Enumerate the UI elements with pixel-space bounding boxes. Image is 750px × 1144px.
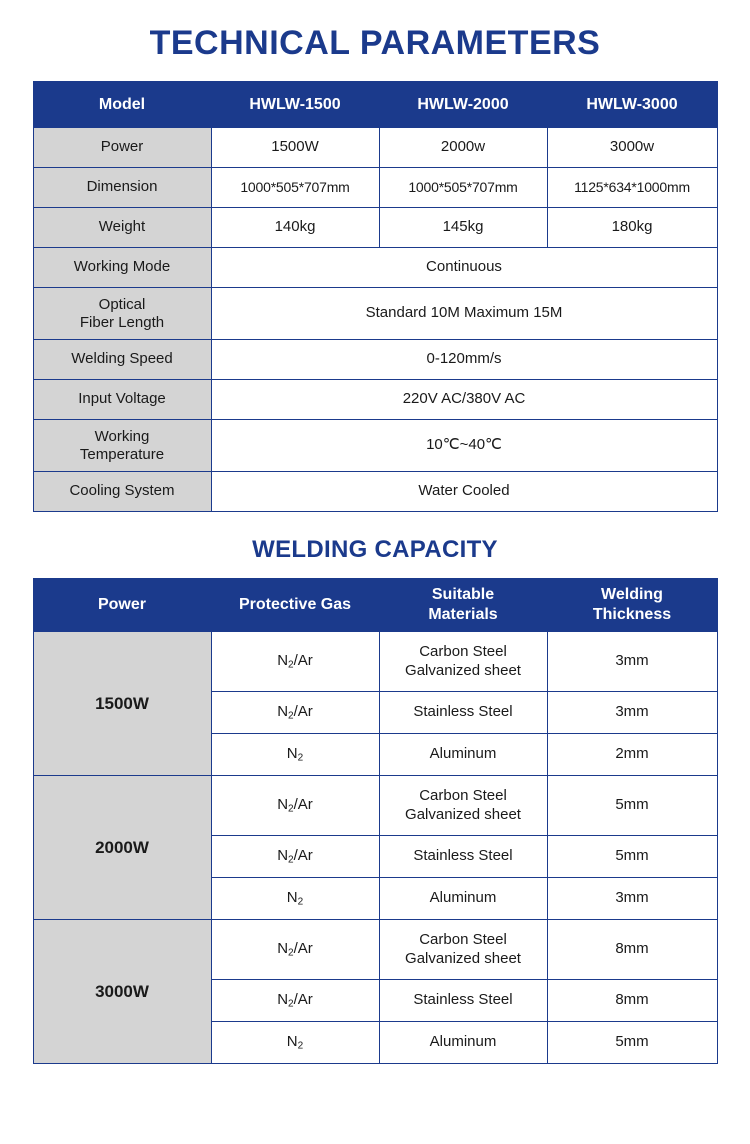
row-label-working-temperature-line1: Working [94, 427, 150, 445]
table-row [33, 632, 717, 692]
row-label-working-temperature [33, 420, 211, 472]
bottom-spacer [0, 1064, 750, 1072]
cell-gas [211, 734, 379, 776]
row-label-working-mode: Working Mode [33, 248, 211, 288]
group-label-2000w: 2000W [33, 776, 211, 920]
material-line2: Galvanized sheet [405, 661, 521, 679]
gas-symbol: N [277, 702, 289, 720]
gas-symbol: N [277, 990, 289, 1008]
table-row [33, 128, 717, 168]
table-row [33, 420, 717, 472]
cell-material [379, 776, 547, 836]
material-line1: Carbon Steel [419, 786, 507, 804]
column-header-protective-gas: Protective Gas [211, 579, 379, 632]
cell-gas [211, 776, 379, 836]
technical-parameters-table [33, 81, 718, 512]
cell-material: Aluminum [379, 1022, 547, 1064]
gas-subscript: 2 [288, 947, 294, 958]
cell-thickness: 5mm [547, 776, 717, 836]
gas-subscript: 2 [288, 803, 294, 814]
row-label-input-voltage: Input Voltage [33, 380, 211, 420]
gas-tail: /Ar [293, 990, 313, 1008]
gas-symbol: N [277, 795, 289, 813]
cell-thickness: 3mm [547, 878, 717, 920]
cell-thickness: 8mm [547, 980, 717, 1022]
cell-gas [211, 980, 379, 1022]
cell-welding-speed-value: 0-120mm/s [211, 340, 717, 380]
cell-material: Aluminum [379, 734, 547, 776]
gas-subscript: 2 [288, 710, 294, 721]
cell-material [379, 632, 547, 692]
column-header-power: Power [33, 579, 211, 632]
row-label-optical-fiber-length-line1: Optical [98, 295, 146, 313]
table-row [33, 168, 717, 208]
row-label-cooling-system: Cooling System [33, 472, 211, 512]
cell-thickness: 3mm [547, 692, 717, 734]
cell-dimension-3000: 1125*634*1000mm [547, 168, 717, 208]
table-row [33, 380, 717, 420]
cell-gas [211, 692, 379, 734]
column-header-welding-thickness-line2: Thickness [592, 606, 672, 623]
cell-thickness: 8mm [547, 920, 717, 980]
column-header-model: Model [33, 82, 211, 128]
gas-tail: /Ar [293, 795, 313, 813]
group-label-1500w: 1500W [33, 632, 211, 776]
material-line2: Galvanized sheet [405, 949, 521, 967]
table-header-row [33, 579, 717, 632]
row-label-dimension: Dimension [33, 168, 211, 208]
cell-thickness: 5mm [547, 836, 717, 878]
gas-tail: /Ar [293, 939, 313, 957]
gas-subscript: 2 [288, 854, 294, 865]
gas-tail: /Ar [293, 651, 313, 669]
row-label-welding-speed: Welding Speed [33, 340, 211, 380]
table-row [33, 288, 717, 340]
cell-thickness: 2mm [547, 734, 717, 776]
gas-symbol: N [286, 1032, 298, 1050]
cell-power-2000: 2000w [379, 128, 547, 168]
cell-power-3000: 3000w [547, 128, 717, 168]
gas-tail: /Ar [293, 846, 313, 864]
column-header-welding-thickness-line1: Welding [601, 586, 663, 603]
welding-capacity-table [33, 578, 718, 1064]
row-label-weight: Weight [33, 208, 211, 248]
cell-material: Aluminum [379, 878, 547, 920]
table-row [33, 208, 717, 248]
cell-material [379, 920, 547, 980]
cell-working-mode-value: Continuous [211, 248, 717, 288]
gas-subscript: 2 [288, 659, 294, 670]
cell-weight-2000: 145kg [379, 208, 547, 248]
cell-dimension-2000: 1000*505*707mm [379, 168, 547, 208]
material-line2: Galvanized sheet [405, 805, 521, 823]
cell-gas [211, 632, 379, 692]
material-line1: Carbon Steel [419, 642, 507, 660]
gas-symbol: N [277, 846, 289, 864]
row-label-power: Power [33, 128, 211, 168]
table-row [33, 776, 717, 836]
gas-symbol: N [286, 888, 298, 906]
cell-thickness: 3mm [547, 632, 717, 692]
cell-thickness: 5mm [547, 1022, 717, 1064]
column-header-welding-thickness [547, 579, 717, 632]
cell-gas [211, 1022, 379, 1064]
cell-dimension-1500: 1000*505*707mm [211, 168, 379, 208]
cell-gas [211, 920, 379, 980]
cell-working-temperature-value: 10℃~40℃ [211, 420, 717, 472]
cell-material: Stainless Steel [379, 692, 547, 734]
cell-optical-fiber-length-value: Standard 10M Maximum 15M [211, 288, 717, 340]
gas-subscript: 2 [297, 752, 304, 763]
table-row [33, 248, 717, 288]
row-label-optical-fiber-length-line2: Fiber Length [79, 313, 165, 331]
cell-cooling-system-value: Water Cooled [211, 472, 717, 512]
cell-gas [211, 836, 379, 878]
column-header-suitable-materials-line2: Materials [428, 606, 498, 623]
column-header-hwlw-2000: HWLW-2000 [379, 82, 547, 128]
gas-subscript: 2 [297, 1040, 304, 1051]
cell-gas [211, 878, 379, 920]
table-header-row [33, 82, 717, 128]
cell-material: Stainless Steel [379, 980, 547, 1022]
material-line1: Carbon Steel [419, 930, 507, 948]
cell-input-voltage-value: 220V AC/380V AC [211, 380, 717, 420]
gas-subscript: 2 [297, 896, 304, 907]
row-label-working-temperature-line2: Temperature [79, 445, 165, 463]
column-header-suitable-materials [379, 579, 547, 632]
column-header-suitable-materials-line1: Suitable [431, 586, 495, 603]
cell-weight-3000: 180kg [547, 208, 717, 248]
table-row [33, 472, 717, 512]
gas-subscript: 2 [288, 998, 294, 1009]
gas-symbol: N [277, 651, 289, 669]
cell-weight-1500: 140kg [211, 208, 379, 248]
gas-tail: /Ar [293, 702, 313, 720]
spec-sheet-page [0, 24, 750, 1144]
table-row [33, 340, 717, 380]
cell-power-1500: 1500W [211, 128, 379, 168]
column-header-hwlw-3000: HWLW-3000 [547, 82, 717, 128]
row-label-optical-fiber-length [33, 288, 211, 340]
page-title: TECHNICAL PARAMETERS [149, 24, 601, 62]
column-header-hwlw-1500: HWLW-1500 [211, 82, 379, 128]
table-row [33, 920, 717, 980]
cell-material: Stainless Steel [379, 836, 547, 878]
group-label-3000w: 3000W [33, 920, 211, 1064]
gas-symbol: N [277, 939, 289, 957]
gas-symbol: N [286, 744, 298, 762]
section-title-welding-capacity: WELDING CAPACITY [252, 536, 498, 563]
